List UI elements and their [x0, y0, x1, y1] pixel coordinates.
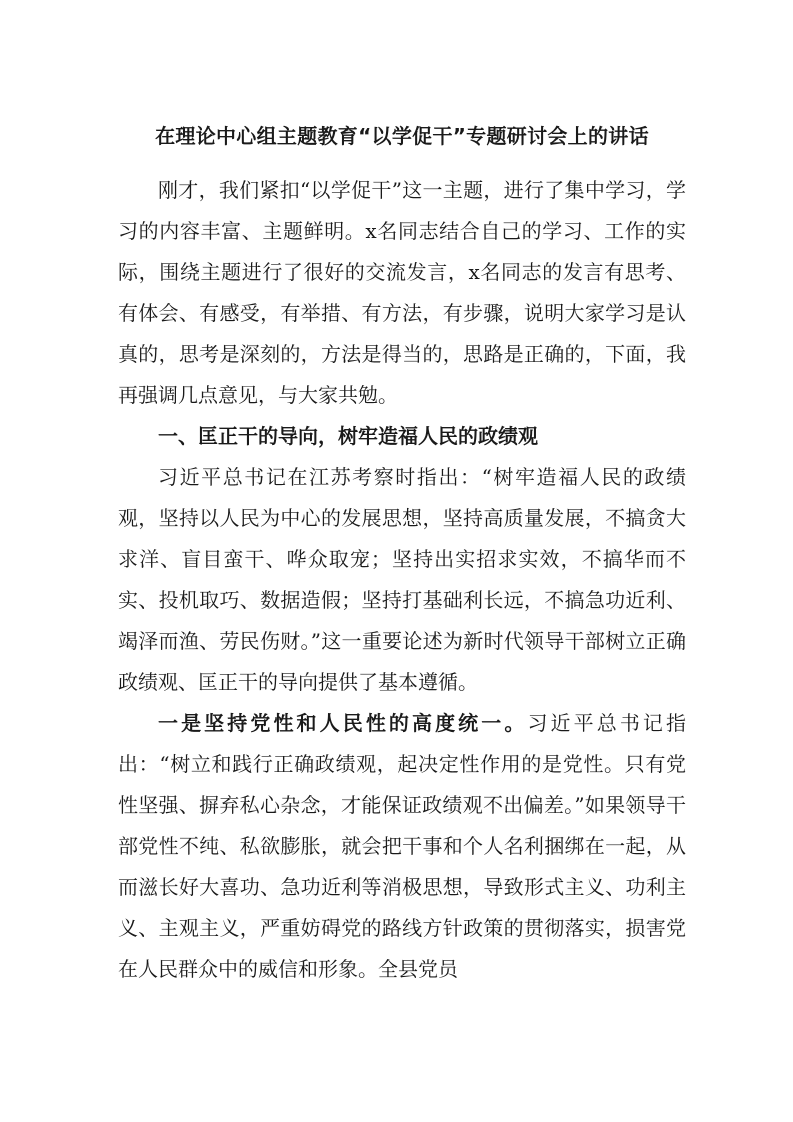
- document-page: [118, 118, 686, 990]
- document-title: 在理论中心组主题教育“以学促干”专题研讨会上的讲话: [155, 124, 649, 148]
- point-lead: 一是坚持党性和人民性的高度统一。: [158, 711, 528, 735]
- point-body: 习近平总书记指出：“树立和践行正确政绩观，起决定性作用的是党性。只有党性坚强、摒弃私心杂念，才能保证政绩观不出偏差。”如果领导干部党性不纯、私欲膨胀，就会把干事和个人名利捆绑在一起，从而滋长好大喜功、急功近利等消极思想，导致形式主义、功利主义、主观主义，严重妨碍党的路线方针政策的贯彻落实，损害党在人民群众中的威信和形象。全县党员: [118, 711, 687, 981]
- point-paragraph: [118, 703, 686, 990]
- intro-paragraph: 刚才，我们紧扣“以学促干”这一主题，进行了集中学习，学习的内容丰富、主题鲜明。x名同志结合自己的学习、工作的实际，围绕主题进行了很好的交流发言，x名同志的发言有思考、有体会、有感受，有举措、有方法，有步骤，说明大家学习是认真的，思考是深刻的，方法是得当的，思路是正确的，下面，我再强调几点意见，与大家共勉。: [118, 178, 686, 407]
- section-paragraph: 习近平总书记在江苏考察时指出：“树牢造福人民的政绩观，坚持以人民为中心的发展思想，坚持高质量发展，不搞贪大求洋、盲目蛮干、哗众取宠；坚持出实招求实效，不搞华而不实、投机取巧、数据造假；坚持打基础利长远，不搞急功近利、竭泽而渔、劳民伤财。”这一重要论述为新时代领导干部树立正确政绩观、匡正干的导向提供了基本遵循。: [118, 465, 686, 694]
- section-heading: 一、匡正干的导向，树牢造福人民的政绩观: [158, 424, 538, 448]
